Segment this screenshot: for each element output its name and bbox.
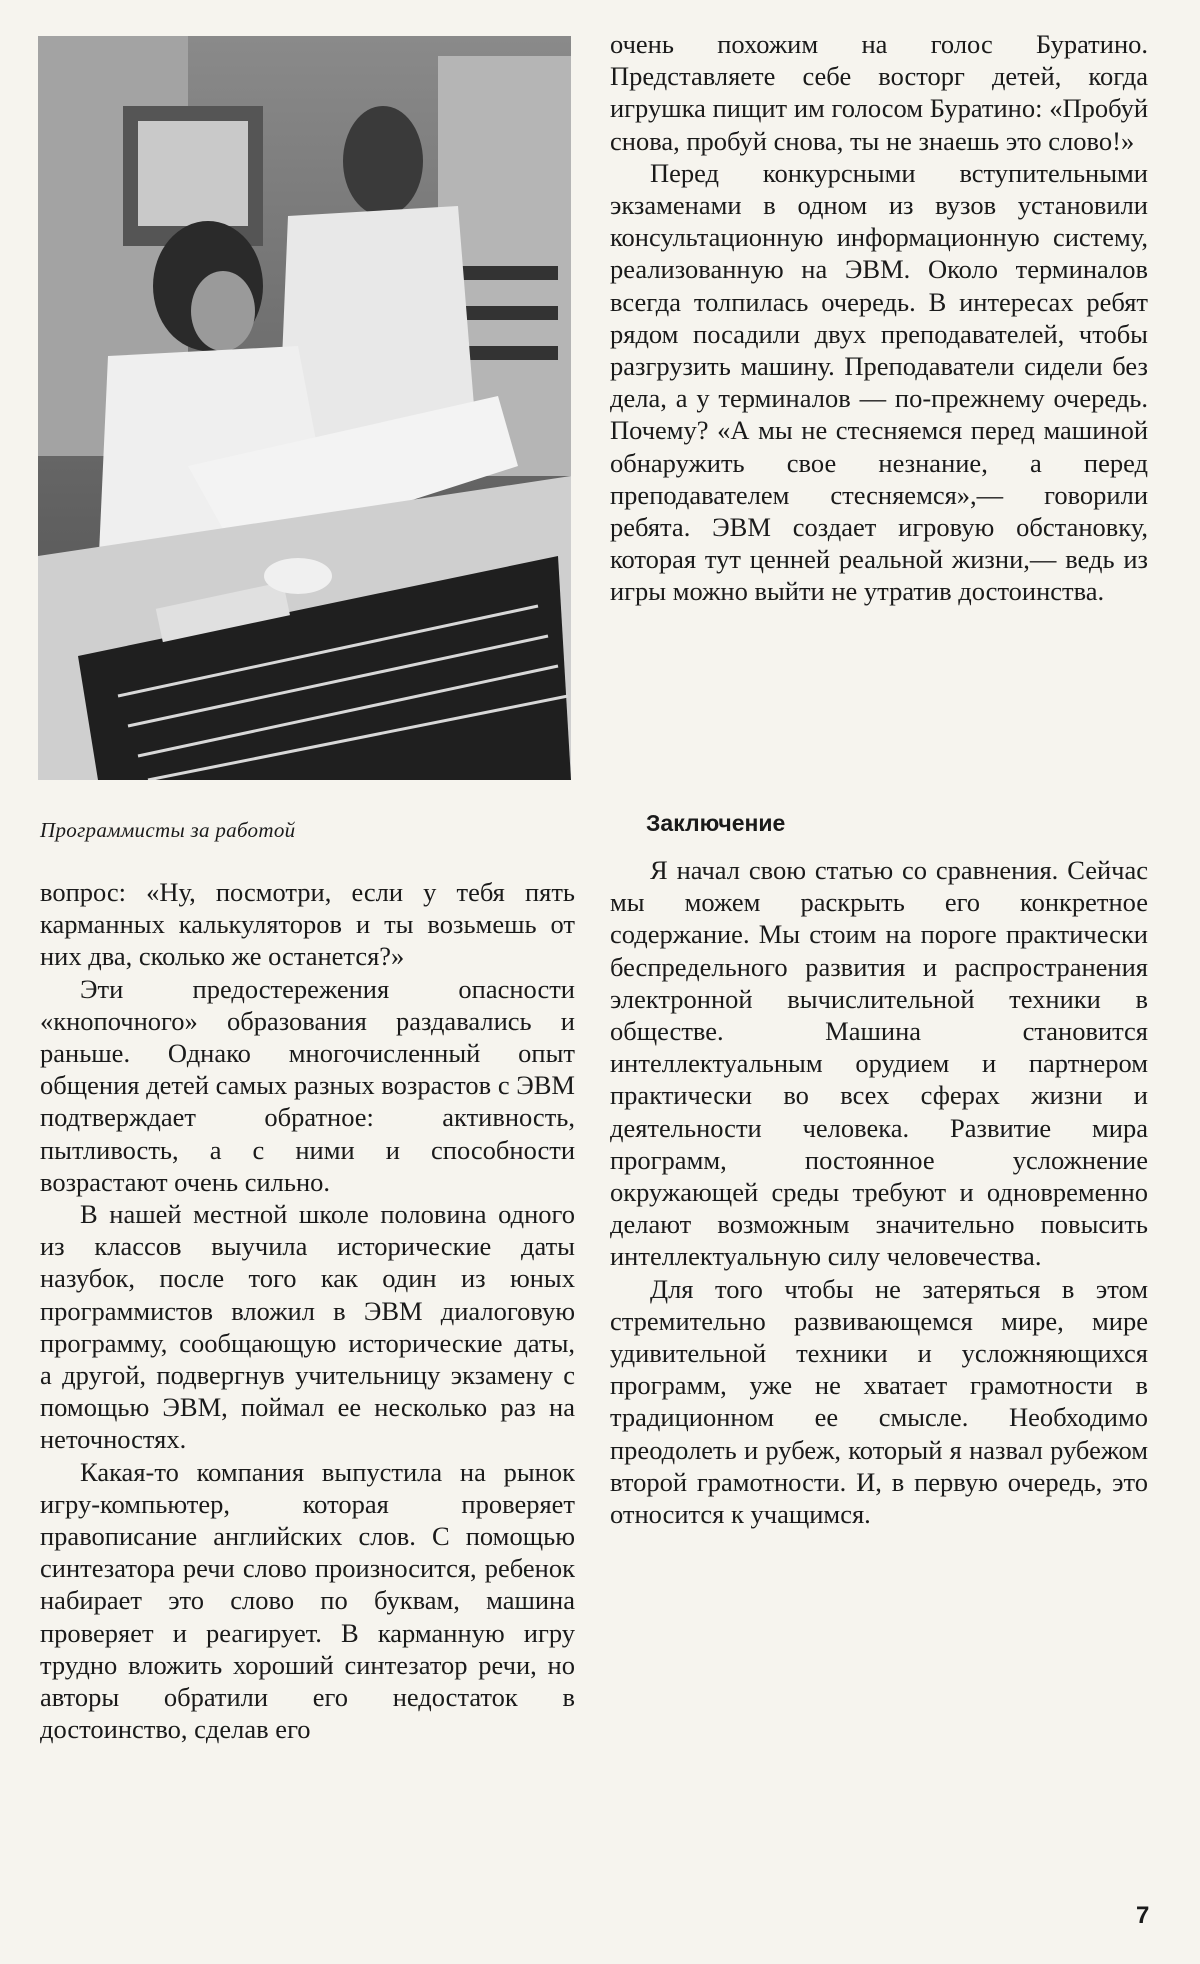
paragraph: очень похожим на голос Буратино. Представляете себе восторг детей, когда игрушка пищит им голосом Буратино: «Пробуй снова, пробуй снова, ты не знаешь это слово!»: [610, 29, 1148, 156]
section-heading: Заключение: [646, 810, 786, 836]
photo-illustration: [38, 36, 571, 780]
paragraph: Какая-то компания выпустила на рынок игру-компьютер, которая проверяет правописание английских слов. С помощью синтезатора речи слово произносится, ребенок набирает это слово по буквам, машина проверяет и реагирует. В карманную игру трудно вложить хороший синтезатор речи, но авторы обратили его недостаток в достоинство, сделав его: [40, 1456, 575, 1745]
page-number: 7: [1136, 1902, 1150, 1929]
paragraph: Для того чтобы не затеряться в этом стремительно развивающемся мире, мире удивительной техники и усложняющихся программ, уже не хватает грамотности в традиционном ее смысле. Необходимо преодолеть и рубеж, который я назвал рубежом второй грамотности. И, в первую очередь, это относится к учащимся.: [610, 1273, 1148, 1530]
left-column: [40, 876, 575, 1745]
photo-caption: Программисты за работой: [40, 818, 296, 842]
paragraph: вопрос: «Ну, посмотри, если у тебя пять карманных калькуляторов и ты возьмешь от них два, сколько же останется?»: [40, 877, 575, 972]
paragraph: Перед конкурсными вступительными экзаменами в одном из вузов установили консультационную информационную систему, реализованную на ЭВМ. Около терминалов всегда толпилась очередь. В интересах ребят рядом посадили двух преподавателей, чтобы разгрузить машину. Преподаватели сидели без дела, а у терминалов — по-прежнему очередь. Почему? «А мы не стесняемся перед машиной обнаружить свое незнание, а перед преподавателем стесняемся»,— говорили ребята. ЭВМ создает игровую обстановку, которая тут ценней реальной жизни,— ведь из игры можно выйти не утратив достоинства.: [610, 157, 1148, 607]
paragraph: В нашей местной школе половина одного из классов выучила исторические даты назубок, после того как один из юных программистов вложил в ЭВМ диалоговую программу, сообщающую исторические даты, а другой, подвергнув учительницу экзамену с помощью ЭВМ, поймал ее несколько раз на неточностях.: [40, 1199, 575, 1455]
right-column-top: [610, 28, 1148, 608]
paragraph: Эти предостережения опасности «кнопочного» образования раздавались и раньше. Однако многочисленный опыт общения детей самых разных возрастов с ЭВМ подтверждает обратное: активность, пытливость, а с ними и способности возрастают очень сильно.: [40, 973, 575, 1197]
conclusion-column: [610, 854, 1148, 1530]
paragraph: Я начал свою статью со сравнения. Сейчас мы можем раскрыть его конкретное содержание. Мы стоим на пороге практически беспредельного развития и распространения электронной вычислительной техники в обществе. Машина становится интеллектуальным орудием и партнером практически во всех сферах жизни и деятельности человека. Развитие мира программ, постоянное усложнение окружающей среды требуют и одновременно делают возможным значительно повысить интеллектуальную силу человечества.: [610, 855, 1148, 1272]
photo-programmers: [38, 36, 571, 780]
